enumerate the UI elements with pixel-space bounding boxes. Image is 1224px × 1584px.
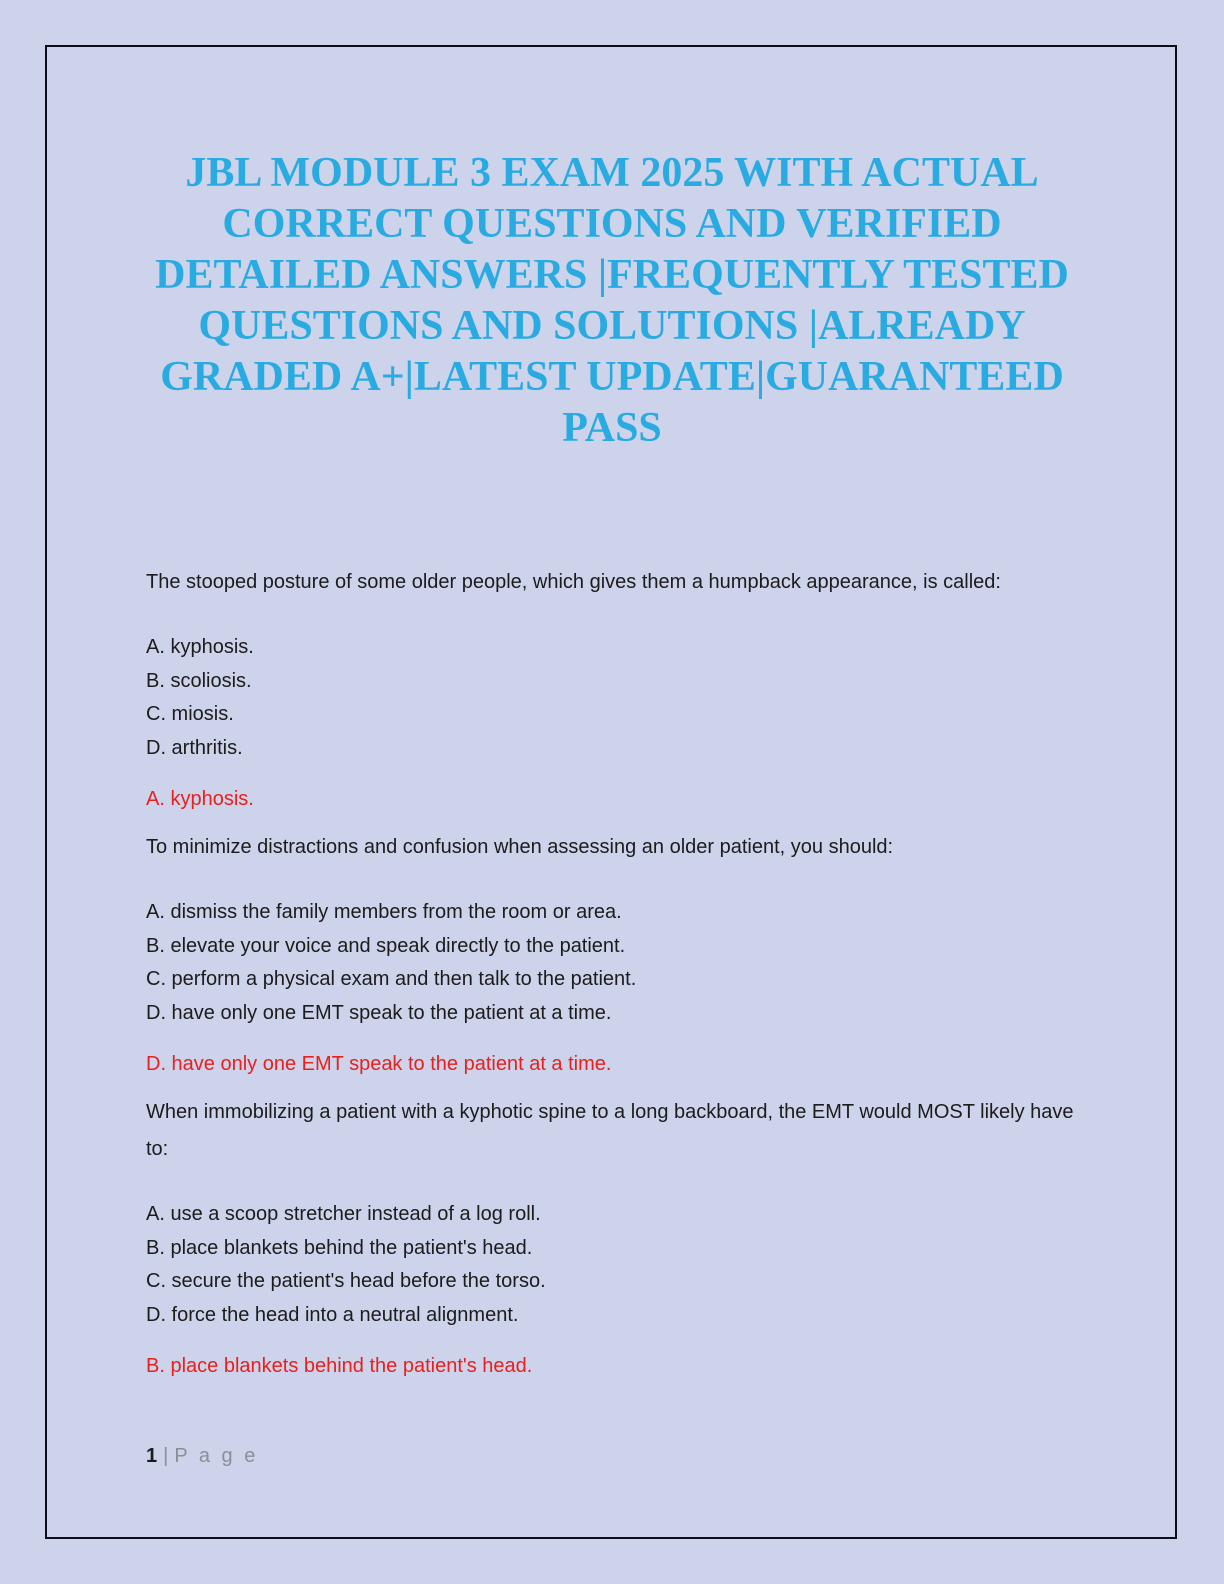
option-a: A. dismiss the family members from the room or area. — [146, 901, 622, 923]
option-c: C. perform a physical exam and then talk to the patient. — [146, 968, 637, 990]
option-d: D. arthritis. — [146, 736, 243, 759]
option-c: C. miosis. — [146, 703, 234, 725]
option-b: B. scoliosis. — [146, 669, 252, 692]
option-d: D. force the head into a neutral alignment. — [146, 1303, 519, 1326]
question-text: When immobilizing a patient with a kyphotic spine to a long backboard, the EMT would MOST likely have to: — [146, 1101, 1074, 1160]
title-line: QUESTIONS AND SOLUTIONS |ALREADY — [198, 303, 1026, 349]
title-line: JBL MODULE 3 EXAM 2025 WITH ACTUAL — [185, 150, 1039, 196]
correct-answer: B. place blankets behind the patient's head. — [146, 1355, 533, 1377]
question-text: The stooped posture of some older people, which gives them a humpback appearance, is called: — [146, 571, 1001, 593]
title-line: DETAILED ANSWERS |FREQUENTLY TESTED — [155, 252, 1069, 298]
page-footer — [146, 1444, 258, 1468]
page-content — [146, 45, 1078, 1383]
page-number: 1 — [146, 1445, 158, 1467]
options-list — [146, 1198, 1078, 1332]
footer-page-label: P a g e — [174, 1445, 259, 1467]
option-c: C. secure the patient's head before the torso. — [146, 1270, 546, 1292]
options-list — [146, 631, 1078, 765]
option-b: B. place blankets behind the patient's head. — [146, 1236, 533, 1259]
options-list — [146, 896, 1078, 1030]
question-block-1 — [146, 564, 1078, 816]
question-block-3 — [146, 1094, 1078, 1383]
correct-answer: D. have only one EMT speak to the patient at a time. — [146, 1053, 612, 1075]
option-a: A. kyphosis. — [146, 636, 254, 658]
footer-separator: | — [163, 1445, 169, 1467]
title-line: CORRECT QUESTIONS AND VERIFIED — [222, 201, 1002, 247]
option-b: B. elevate your voice and speak directly to the patient. — [146, 934, 626, 957]
title-line: PASS — [562, 405, 662, 451]
question-block-2 — [146, 829, 1078, 1081]
correct-answer: A. kyphosis. — [146, 788, 254, 810]
title-line: GRADED A+|LATEST UPDATE|GUARANTEED — [160, 354, 1064, 400]
question-text: To minimize distractions and confusion when assessing an older patient, you should: — [146, 836, 894, 858]
document-title — [146, 148, 1078, 454]
option-d: D. have only one EMT speak to the patient at a time. — [146, 1001, 612, 1024]
option-a: A. use a scoop stretcher instead of a log roll. — [146, 1203, 541, 1225]
